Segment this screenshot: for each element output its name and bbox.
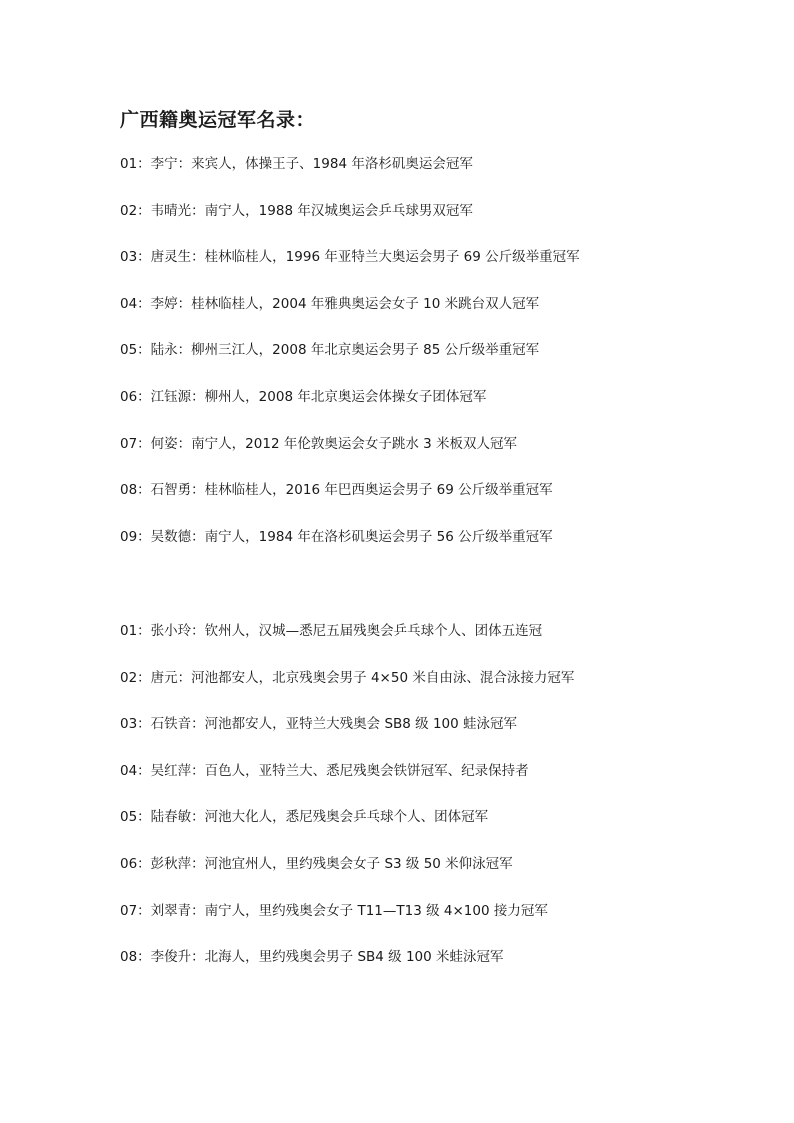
- list-item: 01：张小玲：钦州人，汉城—悉尼五届残奥会乒乓球个人、团体五连冠: [120, 623, 543, 639]
- list-item: 01：李宁：来宾人，体操王子、1984 年洛杉矶奥运会冠军: [120, 156, 473, 172]
- list-item: 07：何姿：南宁人，2012 年伦敦奥运会女子跳水 3 米板双人冠军: [120, 435, 517, 452]
- list-item: 07：刘翠青：南宁人，里约残奥会女子 T11—T13 级 4×100 接力冠军: [120, 902, 548, 919]
- olympic-champions-list: [120, 153, 580, 572]
- list-item: 09：吴数德：南宁人，1984 年在洛杉矶奥运会男子 56 公斤级举重冠军: [120, 528, 553, 545]
- list-item: 06：彭秋萍：河池宜州人，里约残奥会女子 S3 级 50 米仰泳冠军: [120, 855, 513, 872]
- list-item: 02：韦晴光：南宁人，1988 年汉城奥运会乒乓球男双冠军: [120, 202, 473, 219]
- paralympic-champions-list: [120, 620, 574, 993]
- list-item: 08：李俊升：北海人，里约残奥会男子 SB4 级 100 米蛙泳冠军: [120, 949, 504, 966]
- list-item: 05：陆永：柳州三江人，2008 年北京奥运会男子 85 公斤级举重冠军: [120, 342, 540, 359]
- list-item: 05：陆春敏：河池大化人，悉尼残奥会乒乓球个人、团体冠军: [120, 809, 489, 826]
- document-title: 广西籍奥运冠军名录：: [120, 109, 316, 131]
- list-item: 02：唐元：河池都安人，北京残奥会男子 4×50 米自由泳、混合泳接力冠军: [120, 669, 575, 686]
- list-item: 03：唐灵生：桂林临桂人，1996 年亚特兰大奥运会男子 69 公斤级举重冠军: [120, 249, 580, 266]
- list-item: 03：石铁音：河池都安人，亚特兰大残奥会 SB8 级 100 蛙泳冠军: [120, 716, 518, 733]
- list-item: 04：吴红萍：百色人，亚特兰大、悉尼残奥会铁饼冠军、纪录保持者: [120, 762, 529, 779]
- list-item: 08：石智勇：桂林临桂人，2016 年巴西奥运会男子 69 公斤级举重冠军: [120, 482, 553, 499]
- list-item: 04：李婷：桂林临桂人，2004 年雅典奥运会女子 10 米跳台双人冠军: [120, 295, 540, 312]
- list-item: 06：江钰源：柳州人，2008 年北京奥运会体操女子团体冠军: [120, 388, 487, 405]
